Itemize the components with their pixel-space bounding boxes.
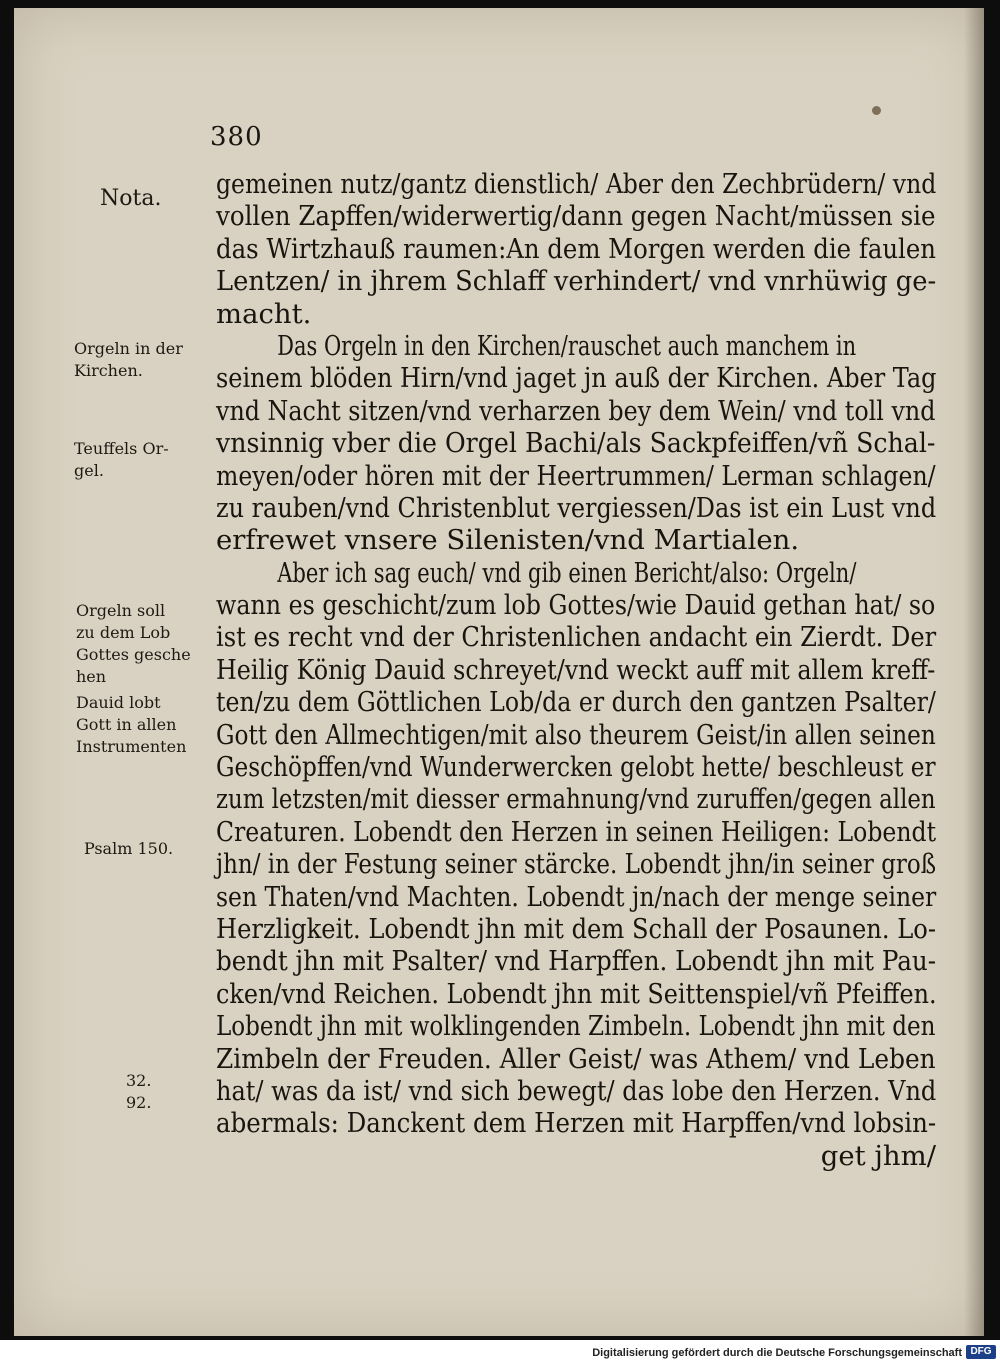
margin-note-line: Instrumenten bbox=[76, 737, 187, 756]
text-line: seinem blöden Hirn/vnd jaget jn auß der Kirchen. Aber Tag bbox=[216, 362, 937, 395]
dfg-logo: DFG bbox=[966, 1345, 996, 1359]
ink-spot bbox=[872, 106, 881, 115]
text-line: vollen Zapffen/widerwertig/dann gegen Nacht/müssen sie bbox=[216, 200, 936, 233]
text-line: Creaturen. Lobendt den Herzen in seinen Heiligen: Lobendt bbox=[216, 815, 937, 848]
margin-note-line: Psalm 150. bbox=[84, 839, 174, 858]
text-line: Das Orgeln in den Kirchen/rauschet auch manchem in bbox=[277, 329, 857, 362]
margin-note-line: Gottes gesche bbox=[76, 645, 191, 664]
text-line: jhn/ in der Festung seiner stärcke. Lobendt jhn/in seiner groß bbox=[216, 848, 937, 881]
margin-note-line: zu dem Lob bbox=[76, 623, 171, 642]
text-line: Aber ich sag euch/ vnd gib einen Bericht/also: Orgeln/ bbox=[277, 556, 857, 589]
text-line: zum letzsten/mit diesser ermahnung/vnd zuruffen/gegen allen bbox=[216, 783, 936, 816]
page-edge-shadow bbox=[964, 8, 984, 1336]
margin-note-line: Nota. bbox=[100, 186, 162, 211]
margin-note-refs bbox=[126, 1070, 151, 1114]
text-line: vnd Nacht sitzen/vnd verharzen bey dem Wein/ vnd toll vnd bbox=[216, 394, 936, 427]
body-text bbox=[216, 168, 936, 1172]
text-line: sen Thaten/vnd Machten. Lobendt jn/nach der menge seiner bbox=[216, 880, 937, 913]
margin-note-line: Kirchen. bbox=[74, 361, 143, 380]
text-line: vnsinnig vber die Orgel Bachi/als Sackpfeiffen/vñ Schal- bbox=[216, 427, 936, 460]
page-number: 380 bbox=[210, 122, 263, 152]
text-line: das Wirtzhauß raumen:An dem Morgen werden die faulen bbox=[216, 232, 936, 265]
text-line: ten/zu dem Göttlichen Lob/da er durch den gantzen Psalter/ bbox=[216, 686, 936, 719]
text-line: Geschöpffen/vnd Wunderwercken gelobt hette/ beschleust er bbox=[216, 751, 936, 784]
text-line: Heilig König Dauid schreyet/vnd weckt auff mit allem kreff- bbox=[216, 653, 936, 686]
text-line: bendt jhn mit Psalter/ vnd Harpffen. Lobendt jhn mit Pau- bbox=[216, 945, 937, 978]
text-line: Gott den Allmechtigen/mit also theurem Geist/in allen seinen bbox=[216, 718, 936, 751]
margin-note-line: gel. bbox=[74, 461, 104, 480]
text-line: cken/vnd Reichen. Lobendt jhn mit Seittenspiel/vñ Pfeiffen. bbox=[216, 977, 937, 1010]
margin-note-line: Teuffels Or- bbox=[74, 439, 169, 458]
text-line: meyen/oder hören mit der Heertrummen/ Lerman schlagen/ bbox=[216, 459, 936, 492]
margin-note-line: 32. bbox=[126, 1071, 152, 1090]
margin-note-orgeln bbox=[74, 338, 183, 382]
catchword: get jhm/ bbox=[820, 1139, 936, 1172]
text-line: abermals: Danckent dem Herzen mit Harpffen/vnd lobsin- bbox=[216, 1107, 937, 1140]
text-line: Lentzen/ in jhrem Schlaff verhindert/ vnd vnrhüwig ge- bbox=[216, 265, 937, 298]
funding-credit: Digitalisierung gefördert durch die Deutsche Forschungsgemeinschaft bbox=[592, 1347, 962, 1359]
margin-note-line: Orgeln in der bbox=[74, 339, 183, 358]
text-line: gemeinen nutz/gantz dienstlich/ Aber den Zechbrüdern/ vnd bbox=[216, 168, 937, 200]
footer-bar bbox=[0, 1340, 1000, 1365]
text-line: erfrewet vnsere Silenisten/vnd Martialen. bbox=[216, 524, 800, 557]
text-line: Zimbeln der Freuden. Aller Geist/ was Athem/ vnd Leben bbox=[216, 1042, 936, 1075]
margin-note-orgeln-soll bbox=[76, 600, 191, 688]
margin-note-line: Dauid lobt bbox=[76, 693, 161, 712]
text-line: Herzligkeit. Lobendt jhn mit dem Schall der Posaunen. Lo- bbox=[216, 912, 936, 945]
text-line: ist es recht vnd der Christenlichen andacht ein Zierdt. Der bbox=[216, 621, 937, 654]
text-line: macht. bbox=[216, 297, 312, 330]
text-line: Lobendt jhn mit wolklingenden Zimbeln. Lobendt jhn mit den bbox=[216, 1010, 936, 1043]
text-line: zu rauben/vnd Christenblut vergiessen/Das ist ein Lust vnd bbox=[216, 491, 937, 524]
text-line: wann es geschicht/zum lob Gottes/wie Dauid gethan hat/ so bbox=[216, 589, 936, 622]
text-line: hat/ was da ist/ vnd sich bewegt/ das lobe den Herzen. Vnd bbox=[216, 1074, 937, 1107]
margin-note-line: Gott in allen bbox=[76, 715, 177, 734]
margin-note-teuffels bbox=[74, 438, 169, 482]
margin-note-dauid bbox=[76, 692, 186, 758]
margin-note-line: Orgeln soll bbox=[76, 601, 166, 620]
book-page bbox=[14, 8, 984, 1336]
margin-note-line: 92. bbox=[126, 1093, 152, 1112]
margin-note-line: hen bbox=[76, 667, 107, 686]
margin-note-psalm bbox=[84, 838, 173, 860]
margin-note-nota bbox=[100, 188, 161, 210]
